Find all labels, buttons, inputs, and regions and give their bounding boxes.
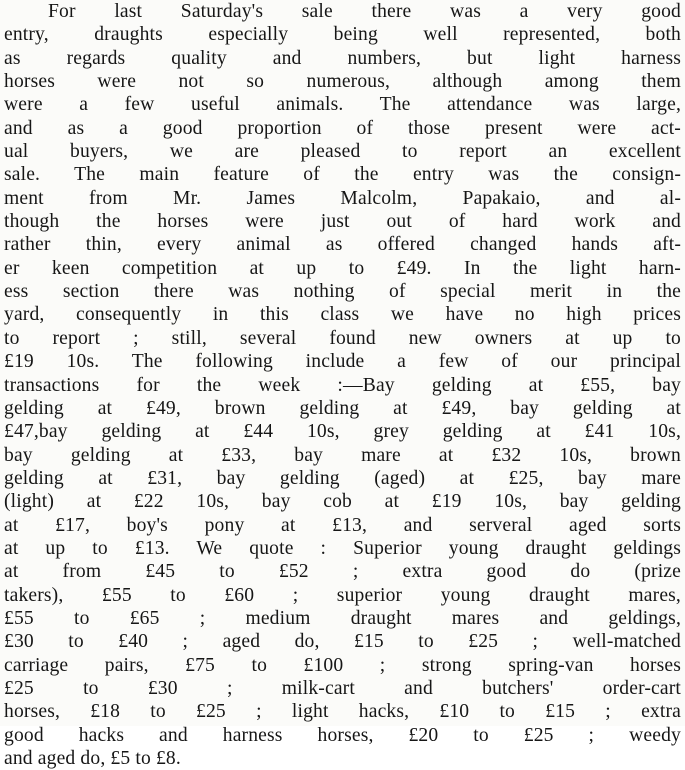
article-line: at £17, boy's pony at £13, and serveral aged sorts <box>4 514 681 536</box>
article-line: (light) at £22 10s, bay cob at £19 10s, bay gelding <box>4 491 681 513</box>
article-body <box>4 0 681 770</box>
article-line: entry, draughts especially being well represented, both <box>4 24 681 46</box>
article-line: er keen competition at up to £49. In the light harn- <box>4 257 681 279</box>
article-line: good hacks and harness horses, £20 to £25 ; weedy <box>4 724 681 746</box>
article-line: were a few useful animals. The attendance was large, <box>4 94 681 116</box>
article-line: though the horses were just out of hard work and <box>4 211 681 233</box>
article-line: ess section there was nothing of special merit in the <box>4 281 681 303</box>
article-line: transactions for the week :—Bay gelding at £55, bay <box>4 374 681 396</box>
article-line: horses, £18 to £25 ; light hacks, £10 to £15 ; extra <box>4 701 681 723</box>
article-line: £47,bay gelding at £44 10s, grey gelding at £41 10s, <box>4 421 681 443</box>
article-line: For last Saturday's sale there was a very good <box>48 1 681 22</box>
article-line: at from £45 to £52 ; extra good do (prize <box>4 561 681 583</box>
article-line: ment from Mr. James Malcolm, Papakaio, and al- <box>4 187 681 209</box>
article-line: to report ; still, several found new owners at up to <box>4 327 681 349</box>
article-line: £55 to £65 ; medium draught mares and geldings, <box>4 607 681 629</box>
article-line: £30 to £40 ; aged do, £15 to £25 ; well-matched <box>4 631 681 653</box>
article-line: as regards quality and numbers, but light harness <box>4 47 681 69</box>
article-line: sale. The main feature of the entry was the consign- <box>4 164 681 186</box>
article-line: gelding at £49, brown gelding at £49, bay gelding at <box>4 397 681 419</box>
article-line: at up to £13. We quote : Superior young draught geldings <box>4 537 681 559</box>
article-line: carriage pairs, £75 to £100 ; strong spring-van horses <box>4 654 681 676</box>
article-line: horses were not so numerous, although among them <box>4 71 681 93</box>
article-line: takers), £55 to £60 ; superior young draught mares, <box>4 584 681 606</box>
article-line: bay gelding at £33, bay mare at £32 10s, brown <box>4 444 681 466</box>
article-line: yard, consequently in this class we have no high prices <box>4 304 681 326</box>
article-line: £25 to £30 ; milk-cart and butchers' order-cart <box>4 677 681 699</box>
article-line: ual buyers, we are pleased to report an excellent <box>4 141 681 163</box>
article-line: and as a good proportion of those present were act- <box>4 117 681 139</box>
article-line: rather thin, every animal as offered changed hands aft- <box>4 234 681 256</box>
article-line: and aged do, £5 to £8. <box>4 748 181 769</box>
article-line: gelding at £31, bay gelding (aged) at £25, bay mare <box>4 467 681 489</box>
article-line: £19 10s. The following include a few of our principal <box>4 351 681 373</box>
